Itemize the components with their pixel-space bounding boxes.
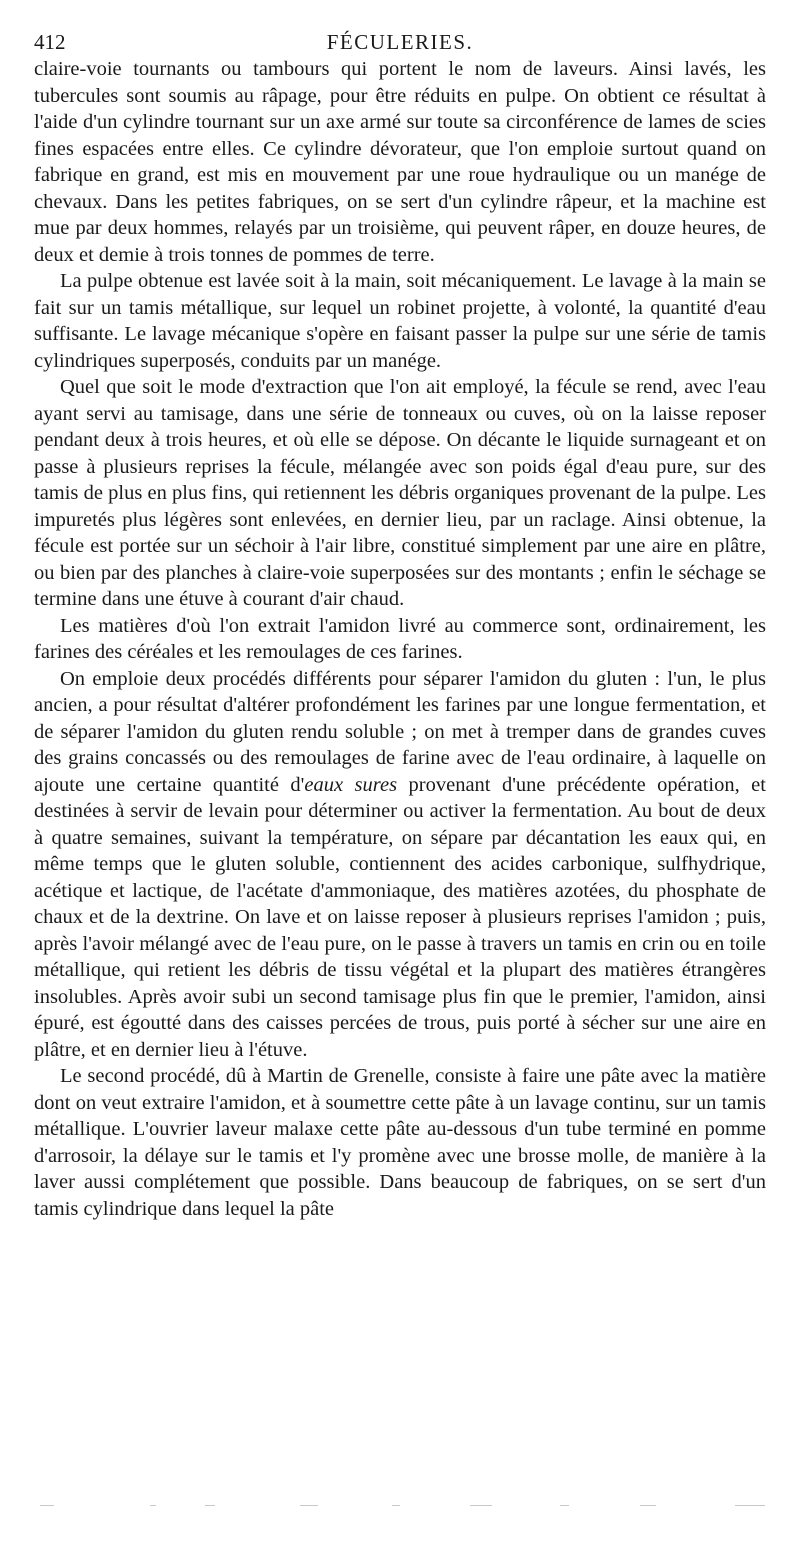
paragraph-text-before: On emploie deux procédés différents pour séparer l'amidon du gluten : l'un, le plus ancien, a pour résultat d'altérer profondément les farines par une longue fermentation, et de séparer l'amidon du gluten rendu soluble ; on met à tremper dans de grandes cuves des grains concassés ou des remoulages de farine avec de l'eau ordinaire, à laquelle on ajoute une certaine quantité d' xyxy=(34,667,766,796)
paragraph-text-after: provenant d'une précédente opération, et destinées à servir de levain pour déterminer ou activer la fermentation. Au bout de deux à quatre semaines, suivant la température, on sépare par décantation les eaux qui, en même temps que le gluten soluble, contiennent des acides carbonique, sulfhydrique, acétique et lactique, de l'acétate d'ammoniaque, des matières azotées, du phosphate de chaux et de la dextrine. On lave et on laisse reposer à plusieurs reprises l'amidon ; puis, après l'avoir mélangé avec de l'eau pure, on le passe à travers un tamis en crin ou en toile métallique, qui retient les débris de tissu végétal et la plupart des matières étrangères insolubles. Après avoir subi un second tamisage plus fin que le premier, l'amidon, ainsi épuré, est égoutté dans des caisses percées de trous, puis porté à sécher sur une aire en plâtre, et en dernier lieu à l'étuve. xyxy=(34,773,766,1061)
paragraph-martin-process xyxy=(34,1063,766,1222)
running-title: FÉCULERIES. xyxy=(326,30,474,54)
paragraph-text: Les matières d'où l'on extrait l'amidon livré au commerce sont, ordinairement, les farines des céréales et les remoulages de ces farines. xyxy=(34,614,766,663)
page-header xyxy=(34,26,766,56)
body-text xyxy=(34,56,766,1222)
scan-artifacts xyxy=(0,1500,800,1512)
page-number: 412 xyxy=(34,30,66,54)
paragraph-settling-drying xyxy=(34,374,766,613)
paragraph-pulp-washing xyxy=(34,268,766,374)
paragraph-text: La pulpe obtenue est lavée soit à la main, soit mécaniquement. Le lavage à la main se fait sur un tamis métallique, sur lequel un robinet projette, à volonté, la quantité d'eau suffisante. Le lavage mécanique s'opère en faisant passer la pulpe sur une série de tamis cylindriques superposés, conduits par un manége. xyxy=(34,270,766,372)
paragraph-text: Le second procédé, dû à Martin de Grenelle, consiste à faire une pâte avec la matière dont on veut extraire l'amidon, et à soumettre cette pâte à un lavage continu, sur un tamis métallique. L'ouvrier laveur malaxe cette pâte au-dessous d'un tube terminé en pomme d'arrosoir, la délaye sur le tamis et l'y promène avec une brosse molle, de manière à la laver aussi complétement que possible. Dans beaucoup de fabriques, on se sert d'un tamis cylindrique dans lequel la pâte xyxy=(34,1065,766,1220)
paragraph-rasping xyxy=(34,56,766,268)
paragraph-text: claire-voie tournants ou tambours qui portent le nom de laveurs. Ainsi lavés, les tubercules sont soumis au râpage, pour être réduits en pulpe. On obtient ce résultat à l'aide d'un cylindre tournant sur un axe armé sur toute sa circonférence de lames de scies fines espacées entre elles. Ce cylindre dévorateur, que l'on emploie surtout quand on fabrique en grand, est mis en mouvement par une roue hydraulique ou un manége de chevaux. Dans les petites fabriques, on se sert d'un cylindre râpeur, et la machine est mue par deux hommes, relayés par un troisième, qui peuvent râper, en douze heures, de deux et demie à trois tonnes de pommes de terre. xyxy=(34,58,766,266)
emphasized-term: eaux sures xyxy=(304,773,398,796)
book-page xyxy=(34,26,766,1222)
paragraph-raw-materials xyxy=(34,613,766,666)
paragraph-fermentation-process xyxy=(34,666,766,1064)
paragraph-text: Quel que soit le mode d'extraction que l'on ait employé, la fécule se rend, avec l'eau ayant servi au tamisage, dans une série de tonneaux ou cuves, où on la laisse reposer pendant deux à trois heures, et où elle se dépose. On décante le liquide surnageant et on passe à plusieurs reprises la fécule, mélangée avec son poids égal d'eau pure, sur des tamis de plus en plus fins, qui retiennent les débris organiques provenant de la pulpe. Les impuretés plus légères sont enlevées, en dernier lieu, par un raclage. Ainsi obtenue, la fécule est portée sur un séchoir à l'air libre, constitué simplement par une aire en plâtre, ou bien par des planches à claire-voie superposées sur des montants ; enfin le séchage se termine dans une étuve à courant d'air chaud. xyxy=(34,376,766,610)
